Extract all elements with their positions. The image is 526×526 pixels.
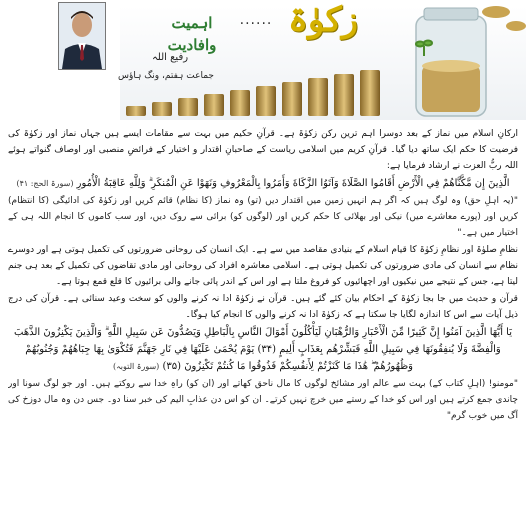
verse-reference: (سورۃ الحج: ۴۱) (16, 179, 74, 188)
paragraph-translation-1: "(یہ اہلِ حق) وہ لوگ ہیں کہ اگر ہم انہیں زمین میں اقتدار دیں (تو) وہ نماز (کا نظام) قائم کریں اور زکوٰۃ کی ادائیگی (کا انتظام) کریں اور (پورے معاشرے میں) نیکی اور بھلائی کا حکم کریں اور (لوگوں کو) برائی سے روک دیں، اور سب کاموں کا انجام اللہ ہی کے اختیار میں ہے۔" (8, 196, 518, 238)
author-name: رفیع اللہ (151, 52, 189, 63)
author-org: جماعت ہفتم، ونگ ہاؤس (118, 71, 214, 81)
paragraph-warning: قرآن و حدیث میں جا بجا زکوٰۃ کے احکام بیان کئے گئے ہیں۔ قرآن نے زکوٰۃ ادا نہ کرنے والوں کو سخت وعید سنائی ہے۔ قرآن کی درج ذیل آیات سے اس کا اندازہ لگایا جا سکتا ہے کہ زکوٰۃ ادا نہ کرنے والوں کا انجام کیا ہوگا۔ (8, 294, 518, 320)
article-header (0, 0, 526, 120)
page-subtitle: اہمیت وافادیت (167, 14, 217, 54)
verse-text: يَا أَيُّهَا الَّذِينَ آمَنُوا إِنَّ كَثِيرًا مِّنَ الْأَحْبَارِ وَالرُّهْبَانِ لَيَأْكُلُونَ أَمْوَالَ النَّاسِ بِالْبَاطِلِ وَيَصُدُّونَ عَن سَبِيلِ اللَّهِ ۗ وَالَّذِينَ يَكْنِزُونَ الذَّهَبَ وَالْفِضَّةَ وَلَا يُنفِقُونَهَا فِي سَبِيلِ اللَّهِ فَبَشِّرْهُم بِعَذَابٍ أَلِيمٍ (۳۴) يَوْمَ يُحْمَىٰ عَلَيْهَا فِي نَارِ جَهَنَّمَ فَتُكْوَىٰ بِهَا جِبَاهُهُمْ وَجُنُوبُهُمْ وَظُهُورُهُمْ ۖ هَٰذَا مَا كَنَزْتُمْ لِأَنفُسِكُمْ فَذُوقُوا مَا كُنتُمْ تَكْنِزُونَ (۳۵) (14, 327, 512, 372)
title-separator: ...... (239, 12, 273, 28)
paragraph-purpose: نظامِ صلوٰۃ اور نظامِ زکوٰۃ کا قیام اسلام کے بنیادی مقاصد میں سے ہے۔ ایک انسان کی روحانی ضرورتوں کی تکمیل ہوتی ہے اور دوسرے نظام سے انسان کی مادی ضرورتوں کی تکمیل ہوتی ہے۔ اسلامی معاشرہ افراد کی روحانی اور مادی تقاضوں کی تکمیل کے بعد ہی جنم لیتا ہے، جس کے نتیجے میں نیکیوں اور اچھائیوں کو فروغ ملتا ہے اور اس کے اندر پائی جانے والی برائیوں کا قلع قمع ہوتا ہے۔ (8, 245, 518, 287)
page-title: زکوٰۃ (287, 0, 359, 40)
quran-verse-hajj (8, 175, 518, 192)
quran-verse-tawbah (8, 324, 518, 375)
verse-reference: (سورۃ التوبہ) (112, 362, 160, 371)
paragraph-translation-2: "مومنو! (اہلِ کتاب کے) بہت سے عالم اور مشائخ لوگوں کا مال ناحق کھاتے اور (ان کو) راہِ خدا سے روکتے ہیں۔ اور جو لوگ سونا اور چاندی جمع کرتے ہیں اور اس کو خدا کے رستے میں خرچ نہیں کرتے۔ ان کو اس دن عذابِ الیم کی خبر سنا دو۔ جس دن وہ مال دوزخ کی آگ میں خوب گرم" (8, 379, 518, 421)
coin-jar-illustration (416, 8, 486, 116)
paragraph-intro: ارکانِ اسلام میں نماز کے بعد دوسرا اہم ترین رکن زکوٰۃ ہے۔ قرآنِ حکیم میں بہت سے مقامات ایسے ہیں جہاں نماز اور زکوٰۃ کی فرضیت کا حکم ایک ساتھ دیا گیا۔ قرآنِ کریم میں اسلامی ریاست کے صاحبانِ اقتدار و اختیار کے فرائضِ منصبی اور اوصاف گنواتے ہوئے اللہ ربُّ العزت نے ارشاد فرمایا ہے: (8, 129, 518, 171)
article-body (8, 126, 518, 526)
verse-text: الَّذِينَ إِن مَّكَّنَّاهُمْ فِي الْأَرْضِ أَقَامُوا الصَّلَاةَ وَآتَوُا الزَّكَاةَ وَأَمَرُوا بِالْمَعْرُوفِ وَنَهَوْا عَنِ الْمُنكَرِ ۗ وَلِلَّهِ عَاقِبَةُ الْأُمُورِ (76, 178, 510, 189)
author-photo (58, 2, 106, 70)
